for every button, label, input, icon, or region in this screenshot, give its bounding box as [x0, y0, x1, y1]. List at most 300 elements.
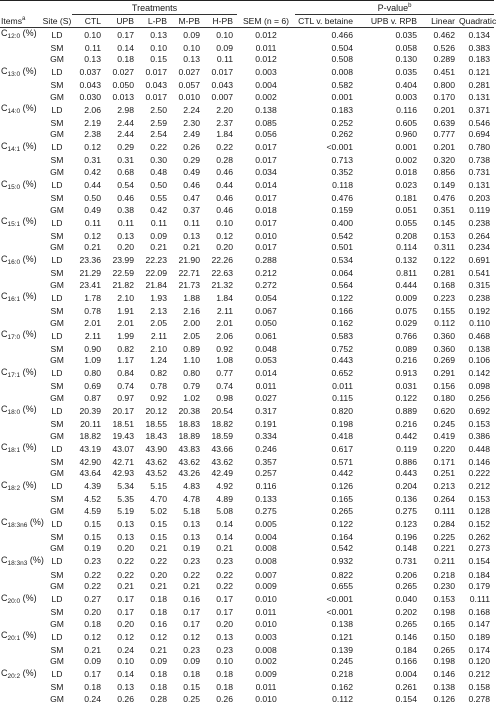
fatty-acid-label: $C_{14:1}$ (%) — [1, 140, 37, 153]
value-cell: 0.50 — [150, 180, 167, 191]
value-cell: 0.121 — [331, 631, 353, 642]
value-cell: 0.238 — [468, 292, 490, 303]
site-cell: LD — [51, 443, 63, 454]
value-cell: 1.93 — [150, 292, 167, 303]
value-cell: 0.154 — [395, 693, 417, 704]
site-cell: LD — [51, 594, 63, 605]
value-cell: 0.204 — [395, 481, 417, 492]
fatty-acid-label: $C_{14:0}$ (%) — [1, 103, 37, 116]
value-cell: 0.74 — [117, 381, 134, 392]
value-cell: 0.17 — [117, 607, 134, 618]
value-cell: 0.180 — [433, 392, 455, 403]
site-cell: LD — [51, 255, 63, 266]
value-cell: 0.017 — [255, 142, 277, 153]
value-cell: 2.06 — [84, 104, 101, 115]
value-cell: 0.571 — [331, 456, 353, 467]
value-cell: 2.98 — [117, 104, 134, 115]
value-cell: 0.542 — [331, 543, 353, 554]
pvalue-header: P-value$^b$ — [295, 3, 494, 15]
value-cell: 18.83 — [178, 418, 200, 429]
value-cell: 0.288 — [255, 255, 277, 266]
table-row — [0, 506, 494, 518]
value-cell: 0.208 — [395, 230, 417, 241]
value-cell: 0.281 — [468, 80, 490, 91]
table-row — [0, 103, 494, 118]
value-cell: 22.26 — [211, 255, 233, 266]
value-cell: 0.18 — [150, 607, 167, 618]
value-cell: 0.183 — [468, 54, 490, 65]
value-cell: 0.15 — [183, 682, 200, 693]
value-cell: 0.311 — [434, 242, 455, 253]
value-cell: 18.55 — [145, 418, 167, 429]
value-cell: 21.90 — [178, 255, 200, 266]
value-cell: 0.201 — [433, 142, 455, 153]
fatty-acid-label — [0, 205, 42, 217]
value-cell: 0.23 — [84, 556, 101, 567]
value-cell: 0.21 — [150, 242, 167, 253]
value-cell: 0.043 — [79, 80, 101, 91]
fatty-acid-label: $C_{17:1}$ (%) — [1, 366, 37, 379]
value-cell: 0.10 — [117, 656, 134, 667]
value-cell: 0.694 — [468, 129, 490, 140]
value-cell: 0.17 — [117, 29, 134, 40]
value-cell: 0.692 — [468, 405, 490, 416]
table-row — [0, 431, 494, 443]
value-cell: 0.017 — [255, 217, 277, 228]
value-cell: 0.017 — [255, 242, 277, 253]
value-cell: 0.12 — [84, 631, 101, 642]
value-cell: 0.541 — [468, 268, 490, 279]
site-cell: LD — [51, 292, 63, 303]
ctl-col-header: CTL — [72, 15, 105, 28]
value-cell: 0.27 — [84, 594, 101, 605]
value-cell: 0.257 — [255, 468, 277, 479]
value-cell: 0.010 — [255, 618, 277, 629]
site-cell: GM — [50, 693, 64, 704]
site-cell: GM — [50, 242, 64, 253]
value-cell: 0.80 — [84, 368, 101, 379]
site-cell: LD — [51, 518, 63, 529]
value-cell: <0.001 — [326, 594, 353, 605]
table-row — [0, 480, 494, 495]
value-cell: 21.32 — [211, 279, 233, 290]
site-cell: GM — [50, 430, 64, 441]
value-cell: 0.09 — [183, 29, 200, 40]
value-cell: 0.251 — [433, 468, 455, 479]
value-cell: 0.77 — [216, 368, 233, 379]
value-cell: 0.476 — [331, 193, 353, 204]
value-cell: 0.050 — [112, 80, 134, 91]
value-cell: 0.023 — [395, 180, 417, 191]
table-row — [0, 54, 494, 66]
value-cell: 0.655 — [331, 581, 353, 592]
table-row — [0, 457, 494, 469]
value-cell: 0.114 — [396, 242, 417, 253]
site-cell: LD — [51, 405, 63, 416]
value-cell: 0.218 — [331, 669, 353, 680]
value-cell: 1.02 — [183, 392, 200, 403]
fatty-acid-label — [0, 543, 42, 555]
value-cell: 0.351 — [433, 204, 455, 215]
site-cell: LD — [51, 180, 63, 191]
value-cell: 0.212 — [468, 669, 490, 680]
value-cell: 0.213 — [433, 481, 455, 492]
value-cell: 0.46 — [216, 193, 233, 204]
value-cell: 0.12 — [216, 230, 233, 241]
table-row — [0, 329, 494, 344]
value-cell: 0.098 — [468, 381, 490, 392]
value-cell: 0.820 — [331, 405, 353, 416]
value-cell: 1.08 — [216, 355, 233, 366]
fatty-acid-label: $C_{20:1}$ (%) — [1, 630, 37, 643]
value-cell: 0.12 — [150, 631, 167, 642]
value-cell: 0.216 — [395, 355, 417, 366]
value-cell: 0.272 — [255, 279, 277, 290]
table-row — [0, 532, 494, 544]
value-cell: 0.162 — [331, 682, 353, 693]
table-row — [0, 656, 494, 668]
value-cell: 21.84 — [145, 279, 167, 290]
value-cell: 0.22 — [216, 142, 233, 153]
table-row — [0, 543, 494, 555]
value-cell: 0.001 — [331, 91, 353, 102]
value-cell: 0.12 — [84, 142, 101, 153]
value-cell: 0.064 — [331, 268, 353, 279]
value-cell: 0.037 — [79, 67, 101, 78]
value-cell: 0.146 — [468, 456, 490, 467]
site-cell: LD — [51, 368, 63, 379]
fatty-acid-label: $C_{18:3n3}$ (%) — [1, 554, 44, 567]
value-cell: 0.13 — [117, 518, 134, 529]
value-cell: 0.234 — [468, 242, 490, 253]
value-cell: 0.012 — [255, 54, 277, 65]
fatty-acid-label — [0, 645, 42, 657]
value-cell: 0.780 — [468, 142, 490, 153]
site-cell: SM — [50, 230, 64, 241]
value-cell: 0.164 — [331, 531, 353, 542]
value-cell: 0.191 — [255, 418, 277, 429]
value-cell: 0.112 — [434, 317, 455, 328]
value-cell: 0.012 — [255, 29, 277, 40]
upb-rpb-col-header: UPB v. RPB — [357, 15, 421, 28]
value-cell: 0.23 — [216, 556, 233, 567]
value-cell: 0.508 — [331, 54, 353, 65]
value-cell: 1.84 — [216, 292, 233, 303]
table-row — [0, 254, 494, 269]
value-cell: 0.11 — [216, 54, 233, 65]
value-cell: 0.198 — [433, 656, 455, 667]
fatty-acid-label — [0, 619, 42, 631]
value-cell: 18.43 — [145, 430, 167, 441]
table-row — [0, 167, 494, 179]
value-cell: 2.11 — [84, 330, 101, 341]
lpb-col-header: L-PB — [138, 15, 171, 28]
fatty-acid-label — [0, 167, 42, 179]
value-cell: 23.41 — [79, 279, 101, 290]
value-cell: 43.62 — [178, 456, 200, 467]
table-row — [0, 468, 494, 480]
value-cell: 18.59 — [211, 430, 233, 441]
value-cell: 0.443 — [331, 355, 353, 366]
value-cell: 0.78 — [84, 306, 101, 317]
value-cell: 0.15 — [150, 531, 167, 542]
fatty-acid-label — [0, 570, 42, 582]
value-cell: 0.179 — [468, 581, 490, 592]
value-cell: 5.18 — [183, 505, 200, 516]
table-row — [0, 141, 494, 156]
value-cell: 0.526 — [433, 42, 455, 53]
value-cell: 0.20 — [117, 242, 134, 253]
value-cell: 0.09 — [150, 230, 167, 241]
site-cell: GM — [50, 468, 64, 479]
table-row — [0, 494, 494, 506]
table-row — [0, 581, 494, 593]
site-cell: GM — [50, 204, 64, 215]
value-cell: 0.29 — [117, 142, 134, 153]
value-cell: 0.202 — [395, 607, 417, 618]
value-cell: 0.035 — [395, 67, 417, 78]
value-cell: 0.605 — [395, 117, 417, 128]
site-cell: LD — [51, 217, 63, 228]
table-row — [0, 419, 494, 431]
value-cell: 0.14 — [216, 518, 233, 529]
value-cell: 0.49 — [183, 167, 200, 178]
value-cell: 0.009 — [395, 292, 417, 303]
value-cell: 0.001 — [395, 142, 417, 153]
value-cell: 0.265 — [395, 581, 417, 592]
value-cell: 0.20 — [117, 618, 134, 629]
fatty-acid-label — [0, 494, 42, 506]
sem-col-header: SEM (n = 6) — [237, 15, 295, 28]
value-cell: 0.130 — [395, 54, 417, 65]
value-cell: 0.265 — [395, 618, 417, 629]
value-cell: 0.153 — [468, 494, 490, 505]
site-cell: SM — [50, 193, 64, 204]
value-cell: 0.352 — [331, 167, 353, 178]
value-cell: 0.264 — [468, 230, 490, 241]
value-cell: 0.48 — [150, 167, 167, 178]
value-cell: 4.59 — [84, 505, 101, 516]
value-cell: 0.196 — [395, 531, 417, 542]
value-cell: 0.189 — [468, 631, 490, 642]
value-cell: 0.183 — [331, 104, 353, 115]
value-cell: 0.14 — [117, 669, 134, 680]
value-cell: 20.11 — [80, 418, 101, 429]
value-cell: 0.19 — [84, 543, 101, 554]
table-row — [0, 179, 494, 194]
value-cell: 0.238 — [468, 217, 490, 228]
value-cell: 0.050 — [255, 317, 277, 328]
value-cell: 0.14 — [216, 531, 233, 542]
value-cell: 0.15 — [150, 518, 167, 529]
site-cell: LD — [51, 29, 63, 40]
value-cell: 0.383 — [468, 42, 490, 53]
value-cell: 0.11 — [150, 217, 167, 228]
value-cell: 0.22 — [216, 569, 233, 580]
value-cell: 0.29 — [183, 155, 200, 166]
value-cell: 0.87 — [84, 392, 101, 403]
value-cell: 0.053 — [255, 355, 277, 366]
value-cell: 0.30 — [150, 155, 167, 166]
value-cell: 0.54 — [117, 180, 134, 191]
value-cell: 0.245 — [433, 418, 455, 429]
table-row — [0, 318, 494, 330]
value-cell: 0.466 — [331, 29, 353, 40]
value-cell: 0.617 — [331, 443, 353, 454]
value-cell: 0.131 — [468, 180, 490, 191]
value-cell: 0.13 — [216, 631, 233, 642]
value-cell: 0.19 — [183, 543, 200, 554]
value-cell: 0.92 — [150, 392, 167, 403]
fatty-acid-label — [0, 656, 42, 668]
value-cell: 0.20 — [216, 242, 233, 253]
value-cell: 0.442 — [395, 430, 417, 441]
value-cell: 0.09 — [150, 656, 167, 667]
value-cell: 0.211 — [434, 556, 455, 567]
value-cell: 0.058 — [395, 42, 417, 53]
value-cell: 0.546 — [468, 117, 490, 128]
value-cell: 0.20 — [117, 543, 134, 554]
value-cell: 0.008 — [255, 543, 277, 554]
value-cell: 0.142 — [468, 368, 490, 379]
value-cell: 43.64 — [79, 468, 101, 479]
value-cell: 2.13 — [150, 306, 167, 317]
value-cell: 0.21 — [84, 644, 101, 655]
value-cell: 2.00 — [183, 317, 200, 328]
value-cell: 0.24 — [117, 644, 134, 655]
value-cell: 0.11 — [84, 217, 101, 228]
value-cell: 0.040 — [395, 594, 417, 605]
fatty-acid-label — [0, 393, 42, 405]
value-cell: 0.121 — [468, 67, 490, 78]
table-row — [0, 306, 494, 318]
site-cell: LD — [51, 556, 63, 567]
hpb-col-header: H-PB — [204, 15, 237, 28]
value-cell: 0.80 — [183, 368, 200, 379]
value-cell: 4.39 — [84, 481, 101, 492]
value-cell: 0.116 — [255, 481, 277, 492]
value-cell: 0.018 — [395, 167, 417, 178]
value-cell: 0.184 — [468, 569, 490, 580]
value-cell: 18.89 — [178, 430, 200, 441]
value-cell: 0.139 — [331, 644, 353, 655]
value-cell: 0.21 — [183, 242, 200, 253]
value-cell: 0.027 — [255, 392, 277, 403]
value-cell: 0.17 — [216, 594, 233, 605]
value-cell: 0.13 — [183, 54, 200, 65]
value-cell: 0.713 — [331, 155, 353, 166]
value-cell: 0.067 — [255, 306, 277, 317]
value-cell: 0.731 — [468, 167, 490, 178]
value-cell: 0.92 — [216, 343, 233, 354]
value-cell: 18.82 — [79, 430, 101, 441]
value-cell: 0.10 — [150, 42, 167, 53]
value-cell: 0.23 — [216, 644, 233, 655]
value-cell: 0.010 — [255, 230, 277, 241]
site-cell: GM — [50, 505, 64, 516]
value-cell: 0.004 — [395, 669, 417, 680]
value-cell: 0.203 — [468, 193, 490, 204]
value-cell: 0.171 — [433, 456, 455, 467]
value-cell: 0.057 — [178, 80, 200, 91]
value-cell: 0.138 — [255, 104, 277, 115]
value-cell: 0.315 — [468, 279, 490, 290]
value-cell: 0.278 — [468, 693, 490, 704]
value-cell: 0.46 — [216, 204, 233, 215]
value-cell: 19.43 — [112, 430, 134, 441]
value-cell: 23.99 — [112, 255, 134, 266]
site-cell: GM — [50, 543, 64, 554]
value-cell: 0.004 — [255, 80, 277, 91]
value-cell: 0.800 — [433, 80, 455, 91]
value-cell: 0.360 — [433, 343, 455, 354]
value-cell: 0.261 — [395, 682, 417, 693]
site-cell: LD — [51, 104, 63, 115]
value-cell: 0.051 — [395, 204, 417, 215]
value-cell: 0.68 — [117, 167, 134, 178]
site-cell: SM — [50, 117, 64, 128]
table-row — [0, 216, 494, 231]
fatty-acid-label — [0, 355, 42, 367]
value-cell: 0.13 — [150, 29, 167, 40]
fatty-acid-label — [0, 92, 42, 104]
value-cell: 0.031 — [395, 381, 417, 392]
value-cell: 0.133 — [255, 494, 277, 505]
value-cell: 0.043 — [211, 80, 233, 91]
value-cell: 43.90 — [145, 443, 167, 454]
value-cell: 0.25 — [183, 693, 200, 704]
fatty-acid-label: $C_{17:0}$ (%) — [1, 329, 37, 342]
value-cell: 0.22 — [150, 142, 167, 153]
value-cell: 0.002 — [395, 155, 417, 166]
value-cell: 0.256 — [468, 392, 490, 403]
header-row — [0, 15, 494, 28]
value-cell: 0.22 — [84, 569, 101, 580]
value-cell: 0.442 — [331, 468, 353, 479]
value-cell: 0.153 — [433, 594, 455, 605]
site-cell: SM — [50, 494, 64, 505]
value-cell: 4.70 — [150, 494, 167, 505]
fatty-acid-label: $C_{13:0}$ (%) — [1, 65, 37, 78]
value-cell: 0.008 — [331, 67, 353, 78]
value-cell: 0.444 — [395, 279, 417, 290]
quadratic-col-header: Quadratic — [459, 16, 496, 26]
value-cell: 0.98 — [216, 392, 233, 403]
value-cell: 2.44 — [117, 129, 134, 140]
table-row — [0, 393, 494, 405]
fatty-acid-label — [0, 268, 42, 280]
value-cell: 43.52 — [145, 468, 167, 479]
value-cell: 23.36 — [79, 255, 101, 266]
value-cell: 0.22 — [84, 581, 101, 592]
value-cell: 0.18 — [84, 682, 101, 693]
value-cell: 0.085 — [255, 117, 277, 128]
fatty-acid-label — [0, 118, 42, 130]
value-cell: 0.011 — [332, 381, 353, 392]
value-cell: 0.116 — [396, 104, 417, 115]
value-cell: 0.262 — [331, 129, 353, 140]
value-cell: 0.17 — [84, 669, 101, 680]
value-cell: 0.007 — [211, 91, 233, 102]
value-cell: 1.78 — [84, 292, 101, 303]
value-cell: 0.13 — [117, 230, 134, 241]
value-cell: 0.007 — [255, 569, 277, 580]
value-cell: 0.13 — [84, 54, 101, 65]
value-cell: 0.23 — [183, 644, 200, 655]
value-cell: 0.504 — [331, 42, 353, 53]
value-cell: 0.056 — [255, 129, 277, 140]
value-cell: 0.122 — [395, 392, 417, 403]
